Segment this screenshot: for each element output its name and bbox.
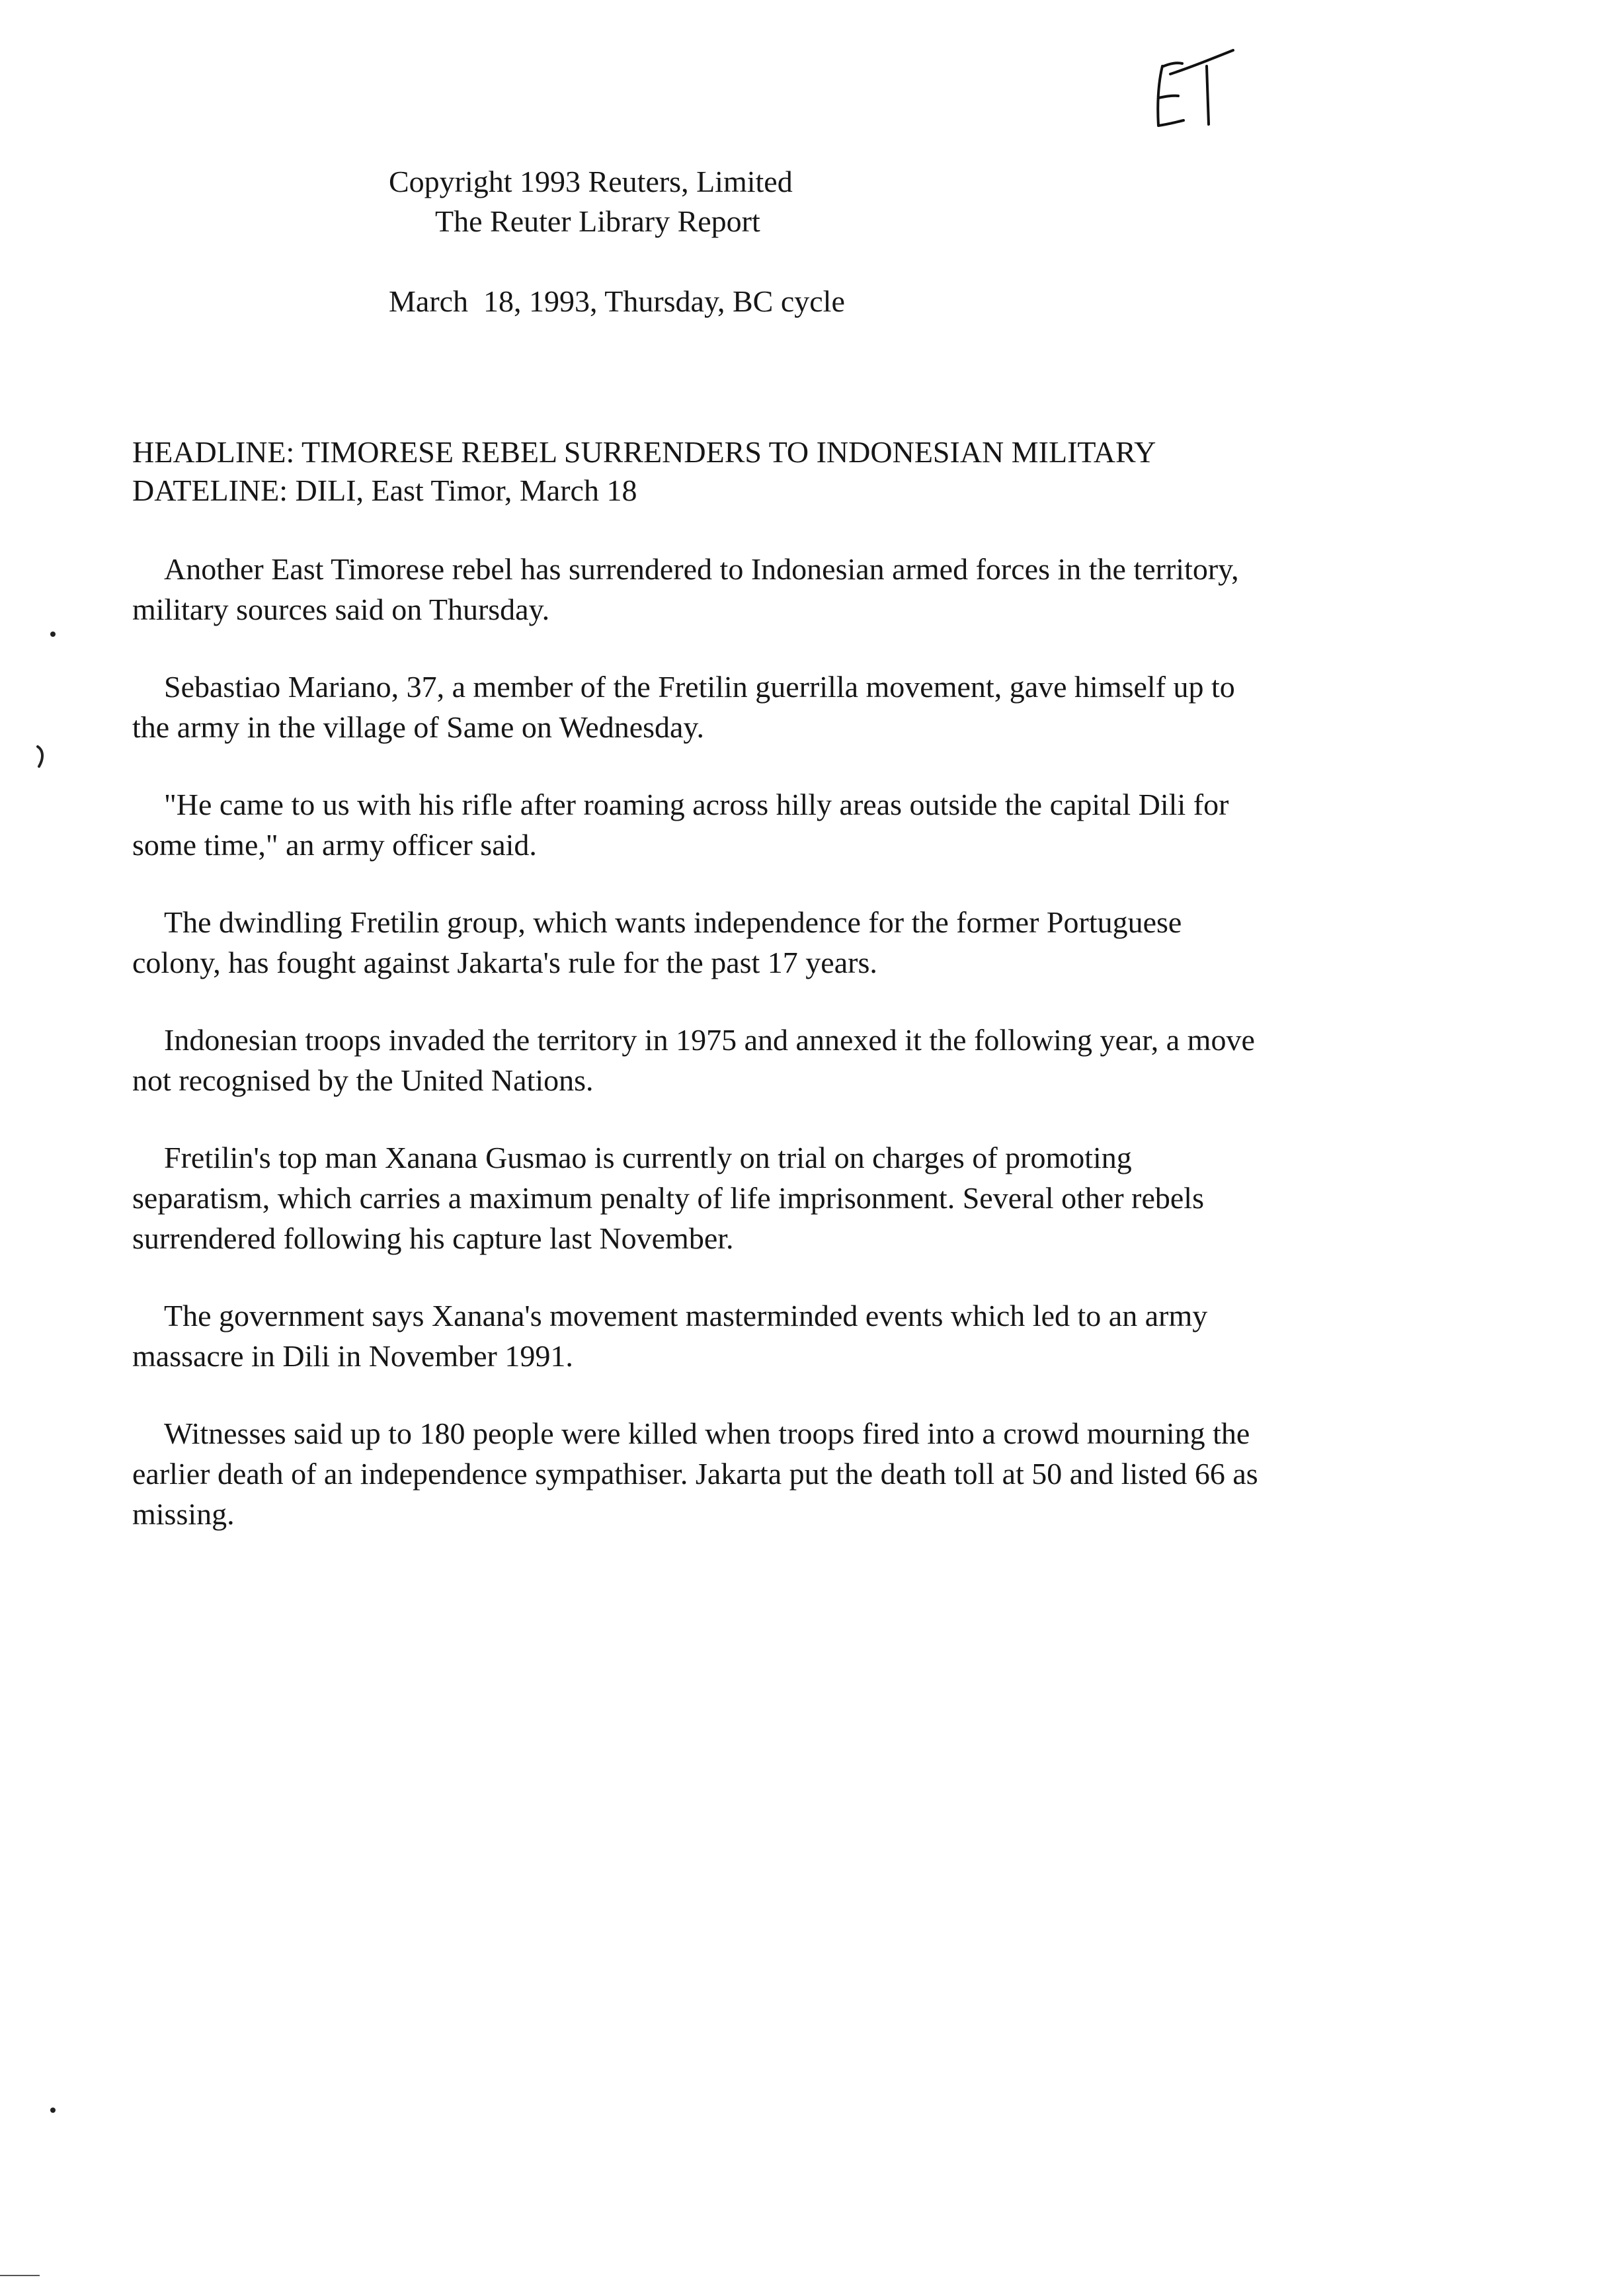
publication-line: The Reuter Library Report xyxy=(435,204,760,238)
date-line: March 18, 1993, Thursday, BC cycle xyxy=(389,284,845,318)
article-paragraph: The dwindling Fretilin group, which wants independence for the former Portuguese colony, has fought against Jakarta's rule for the past 17 years. xyxy=(132,905,1182,979)
article-paragraph: The government says Xanana's movement masterminded events which led to an army massacre in Dili in November 1991. xyxy=(132,1299,1208,1373)
copyright-block xyxy=(389,162,793,241)
article-body xyxy=(132,549,1269,1571)
article-paragraph: Witnesses said up to 180 people were killed when troops fired into a crowd mourning the earlier death of an independence sympathiser. Jakarta put the death toll at 50 and listed 66 as missing. xyxy=(132,1416,1258,1531)
scan-speck xyxy=(34,744,48,770)
scan-edge-line xyxy=(0,2275,40,2276)
article-paragraph: "He came to us with his rifle after roaming across hilly areas outside the capital Dili for some time," an army officer said. xyxy=(132,788,1229,862)
dateline: DATELINE: DILI, East Timor, March 18 xyxy=(132,473,637,507)
headline: HEADLINE: TIMORESE REBEL SURRENDERS TO INDONESIAN MILITARY xyxy=(132,435,1156,469)
article-paragraph: Fretilin's top man Xanana Gusmao is currently on trial on charges of promoting separatism, which carries a maximum penalty of life imprisonment. Several other rebels surrendered following his capture last November. xyxy=(132,1141,1204,1255)
copyright-line: Copyright 1993 Reuters, Limited xyxy=(389,165,793,198)
article-paragraph: Sebastiao Mariano, 37, a member of the Fretilin guerrilla movement, gave himself up to the army in the village of Same on Wednesday. xyxy=(132,670,1235,744)
scan-speck xyxy=(50,2108,56,2113)
handwritten-initials xyxy=(1144,46,1243,139)
scan-speck xyxy=(50,632,56,637)
article-paragraph: Indonesian troops invaded the territory in 1975 and annexed it the following year, a move not recognised by the United Nations. xyxy=(132,1023,1255,1097)
article-paragraph: Another East Timorese rebel has surrendered to Indonesian armed forces in the territory, military sources said on Thursday. xyxy=(132,552,1239,626)
